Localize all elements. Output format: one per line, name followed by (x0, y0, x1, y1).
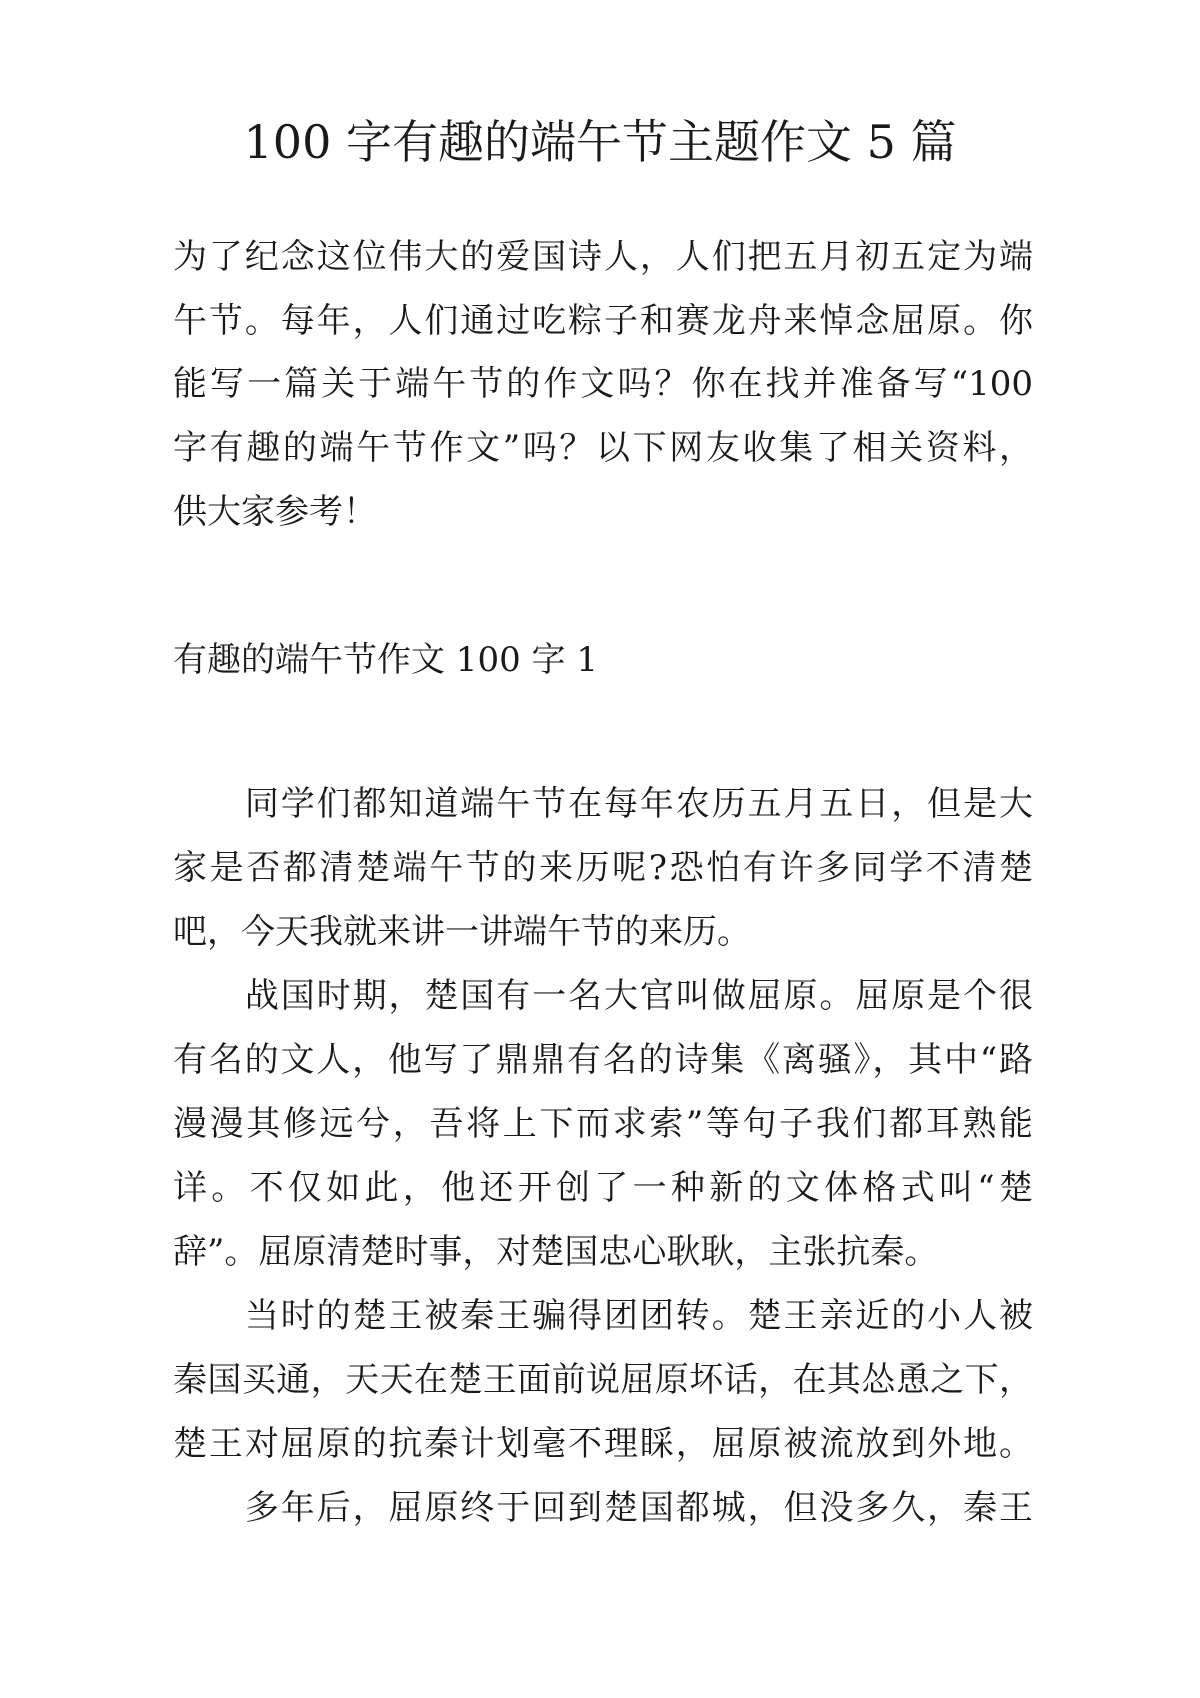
intro-line: 供大家参考！ (173, 492, 377, 532)
body-line: 详。不仅如此，他还开创了一种新的文体格式叫“楚 (173, 1168, 1033, 1208)
section-heading: 有趣的端午节作文 100 字 1 (173, 640, 598, 680)
body-line: 有名的文人，他写了鼎鼎有名的诗集《离骚》，其中“路 (173, 1040, 1033, 1080)
body-line: 当时的楚王被秦王骗得团团转。楚王亲近的小人被 (173, 1296, 1033, 1336)
body-line: 战国时期，楚国有一名大官叫做屈原。屈原是个很 (173, 976, 1033, 1016)
body-line: 楚王对屈原的抗秦计划毫不理睬，屈原被流放到外地。 (173, 1424, 1033, 1464)
body-line: 家是否都清楚端午节的来历呢?恐怕有许多同学不清楚 (173, 848, 1033, 888)
body-line: 同学们都知道端午节在每年农历五月五日，但是大 (173, 784, 1033, 824)
body-line: 多年后，屈原终于回到楚国都城，但没多久，秦王 (173, 1488, 1033, 1528)
body-line: 辞”。屈原清楚时事，对楚国忠心耿耿，主张抗秦。 (173, 1232, 939, 1272)
intro-line: 能写一篇关于端午节的作文吗？你在找并准备写“100 (173, 364, 1033, 404)
document-title: 100 字有趣的端午节主题作文 5 篇 (243, 115, 957, 169)
intro-line: 为了纪念这位伟大的爱国诗人，人们把五月初五定为端 (173, 237, 1033, 277)
intro-line: 午节。每年，人们通过吃粽子和赛龙舟来悼念屈原。你 (173, 301, 1033, 341)
body-line: 吧，今天我就来讲一讲端午节的来历。 (173, 912, 751, 952)
body-line: 秦国买通，天天在楚王面前说屈原坏话，在其怂恿之下， (173, 1360, 1033, 1400)
intro-line: 字有趣的端午节作文”吗？以下网友收集了相关资料， (173, 428, 1033, 468)
body-line: 漫漫其修远兮，吾将上下而求索”等句子我们都耳熟能 (173, 1104, 1033, 1144)
